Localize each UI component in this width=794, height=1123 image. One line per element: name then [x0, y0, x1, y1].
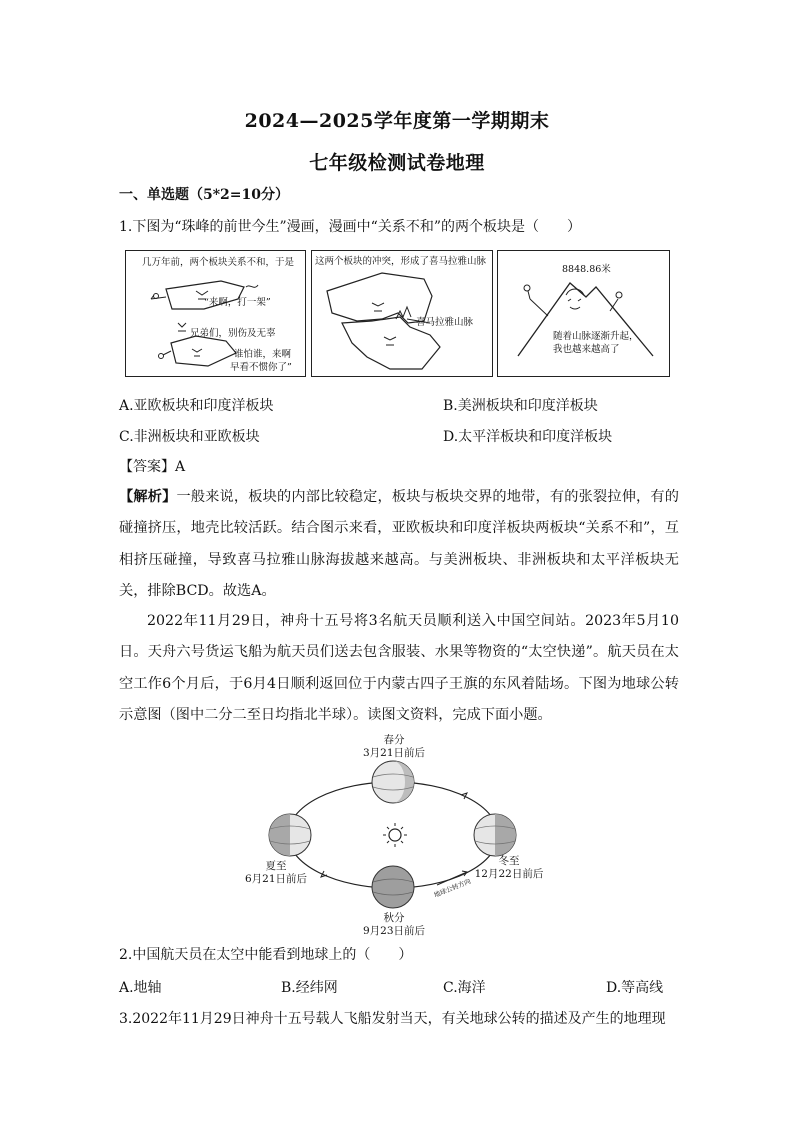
- autumn-equinox-date: 9月23日前后: [362, 925, 426, 937]
- q1-analysis: [119, 482, 679, 607]
- question-2-stem: 2.中国航天员在太空中能看到地球上的（ ）: [119, 947, 413, 963]
- reading-passage: 2022年11月29日，神舟十五号将3名航天员顺利送入中国空间站。2023年5月10日。天舟六号货运飞船为航天员们送去包含服装、水果等物资的“太空快递”。航天员在太空工作6个月后，于6月4日顺利返回位于内蒙古四子王旗的东风着陆场。下图为地球公转示意图（图中二分二至日均指北半球）。读图文资料，完成下面小题。: [119, 613, 679, 723]
- q1-answer: 【答案】A: [119, 459, 186, 475]
- analysis-text: 一般来说，板块的内部比较稳定，板块与板块交界的地带，有的张裂拉伸，有的碰撞挤压，地壳比较活跃。结合图示来看，亚欧板块和印度洋板块两板块“关系不和”，互相挤压碰撞，导致喜马拉雅山脉海拔越来越高。与美洲板块、非洲板块和太平洋板块无关，排除BCD。故选A。: [119, 489, 679, 599]
- comic-speech-3b: 早看不惯你了”: [230, 362, 292, 373]
- q2-option-c: C.海洋: [443, 980, 486, 996]
- q1-option-b: B.美洲板块和印度洋板块: [443, 398, 598, 414]
- autumn-equinox-label: 秋分: [383, 912, 405, 924]
- comic-panel-1-caption: 几万年前，两个板块关系不和，于是: [142, 257, 295, 268]
- panel-3-caption-2: 我也越来越高了: [553, 344, 620, 355]
- q2-option-b: B.经纬网: [281, 980, 338, 996]
- earth-orbit-diagram: [255, 735, 545, 935]
- comic-speech-2: 兄弟们，别伤及无辜: [190, 328, 276, 339]
- summer-solstice-label: 夏至: [265, 860, 287, 872]
- himalaya-label: 喜马拉雅山脉: [416, 317, 474, 328]
- comic-panel-1: [125, 250, 306, 377]
- spring-equinox-date: 3月21日前后: [362, 747, 426, 759]
- winter-solstice-date: 12月22日前后: [474, 868, 544, 880]
- exam-title-line2: 七年级检测试卷地理: [309, 152, 485, 174]
- comic-panel-2: [311, 250, 493, 377]
- q1-option-c: C.非洲板块和亚欧板块: [119, 429, 260, 445]
- comic-panel-3: [497, 250, 670, 377]
- question-1-stem: 1.下图为“珠峰的前世今生”漫画，漫画中“关系不和”的两个板块是（ ）: [119, 219, 581, 235]
- exam-title-line1: 2024—2025学年度第一学期期末: [244, 110, 550, 132]
- comic-speech-1: “来啊，打一架”: [204, 297, 271, 308]
- analysis-label: 【解析】: [119, 489, 177, 505]
- comic-speech-3a: 谁怕谁，来啊: [234, 349, 292, 360]
- rising-mountain-drawing: [498, 251, 669, 376]
- q1-option-d: D.太平洋板块和印度洋板块: [443, 429, 613, 445]
- q1-option-a: A.亚欧板块和印度洋板块: [119, 398, 274, 414]
- orbit-direction-label: 地球公转方向: [432, 877, 472, 900]
- summer-solstice-date: 6月21日前后: [244, 873, 308, 885]
- q2-option-a: A.地轴: [119, 980, 162, 996]
- spring-equinox-label: 春分: [383, 734, 405, 746]
- panel-3-caption-1: 随着山脉逐渐升起，: [553, 331, 639, 342]
- question-3-stem: 3.2022年11月29日神舟十五号载人飞船发射当天，有关地球公转的描述及产生的地理现: [119, 1011, 666, 1027]
- everest-height-label: 8848.86米: [562, 264, 611, 275]
- comic-panel-2-caption: 这两个板块的冲突，形成了喜马拉雅山脉: [315, 256, 487, 267]
- winter-solstice-label: 冬至: [498, 855, 520, 867]
- himalaya-formation-drawing: [312, 251, 492, 376]
- section-heading: 一、单选题（5*2=10分）: [119, 187, 290, 203]
- q2-option-d: D.等高线: [606, 980, 664, 996]
